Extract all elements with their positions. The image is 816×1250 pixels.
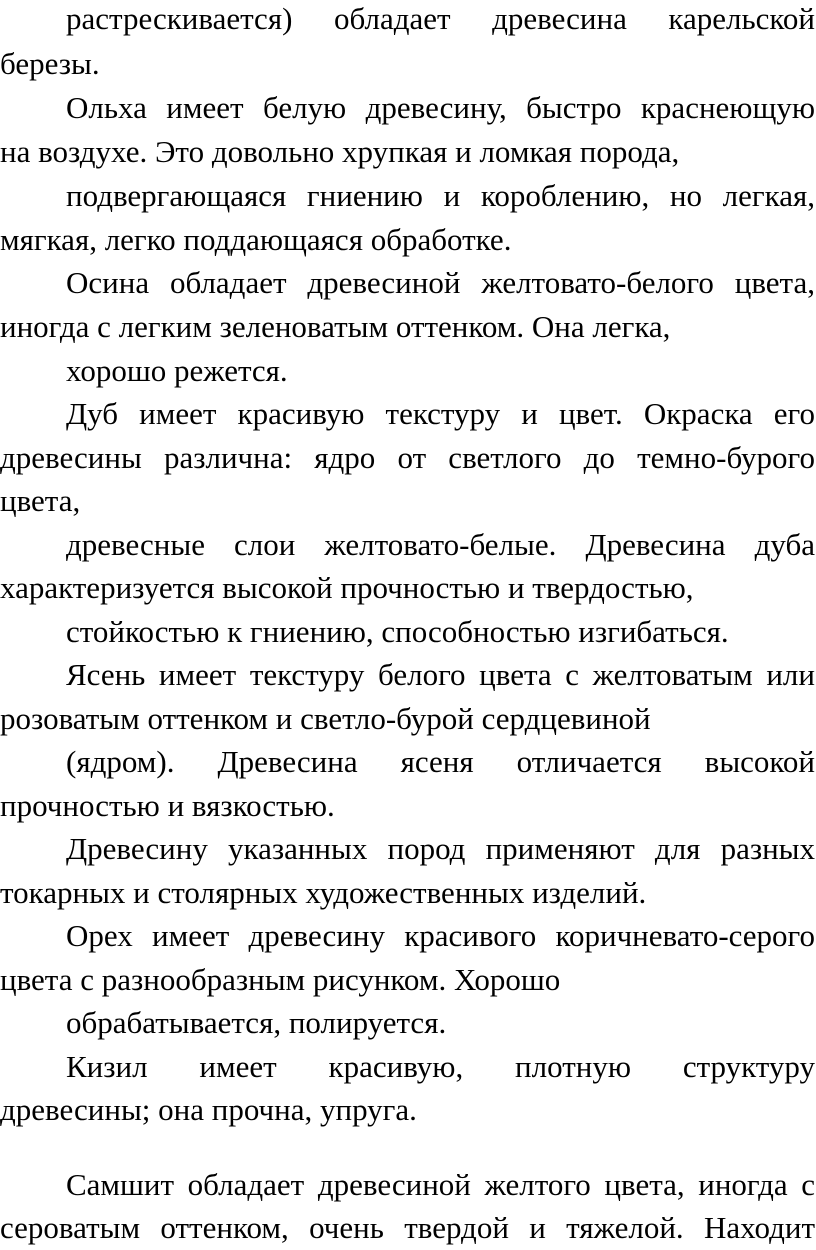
- text-line: хорошо режется.: [66, 353, 288, 388]
- text-line: древесины различна: ядро от светлого до темно-бурого: [0, 440, 815, 475]
- text-line: подвергающаяся гниению и короблению, но легкая,: [66, 178, 815, 213]
- text-line: мягкая, легко поддающаяся обработке.: [0, 222, 512, 257]
- text-line: Орех имеет древесину красивого коричневато-серого: [66, 918, 815, 953]
- text-line: стойкостью к гниению, способностью изгибаться.: [66, 614, 729, 649]
- text-line: цвета,: [0, 483, 81, 518]
- text-line: Древесину указанных пород применяют для разных: [66, 831, 815, 866]
- text-line: иногда с легким зеленоватым оттенком. Она легка,: [0, 309, 671, 344]
- text-line: растрескивается) обладает древесина карельской: [66, 1, 815, 36]
- text-line: Ясень имеет текстуру белого цвета с желтоватым или: [66, 657, 815, 692]
- text-line: Самшит обладает древесиной желтого цвета, иногда с: [66, 1167, 815, 1202]
- text-line: характеризуется высокой прочностью и твердостью,: [0, 570, 694, 605]
- text-line: древесины; она прочна, упруга.: [0, 1092, 417, 1127]
- text-line: розоватым оттенком и светло-бурой сердцевиной: [0, 701, 651, 736]
- text-line: обрабатывается, полируется.: [66, 1005, 447, 1040]
- text-line: цвета с разнообразным рисунком. Хорошо: [0, 962, 561, 997]
- text-line: древесные слои желтовато-белые. Древесина дуба: [66, 527, 815, 562]
- text-line: Осина обладает древесиной желтовато-белого цвета,: [66, 265, 815, 300]
- text-line: Кизил имеет красивую, плотную структуру: [66, 1049, 815, 1084]
- text-line: березы.: [0, 46, 100, 81]
- text-line: Ольха имеет белую древесину, быстро краснеющую: [66, 90, 815, 125]
- text-line: прочностью и вязкостью.: [0, 788, 335, 823]
- text-line: токарных и столярных художественных изделий.: [0, 875, 647, 910]
- text-line: Дуб имеет красивую текстуру и цвет. Окраска его: [66, 396, 815, 431]
- text-line: (ядром). Древесина ясеня отличается высокой: [66, 744, 815, 779]
- text-line: на воздухе. Это довольно хрупкая и ломкая порода,: [0, 134, 680, 169]
- text-line: сероватым оттенком, очень твердой и тяжелой. Находит: [0, 1210, 815, 1245]
